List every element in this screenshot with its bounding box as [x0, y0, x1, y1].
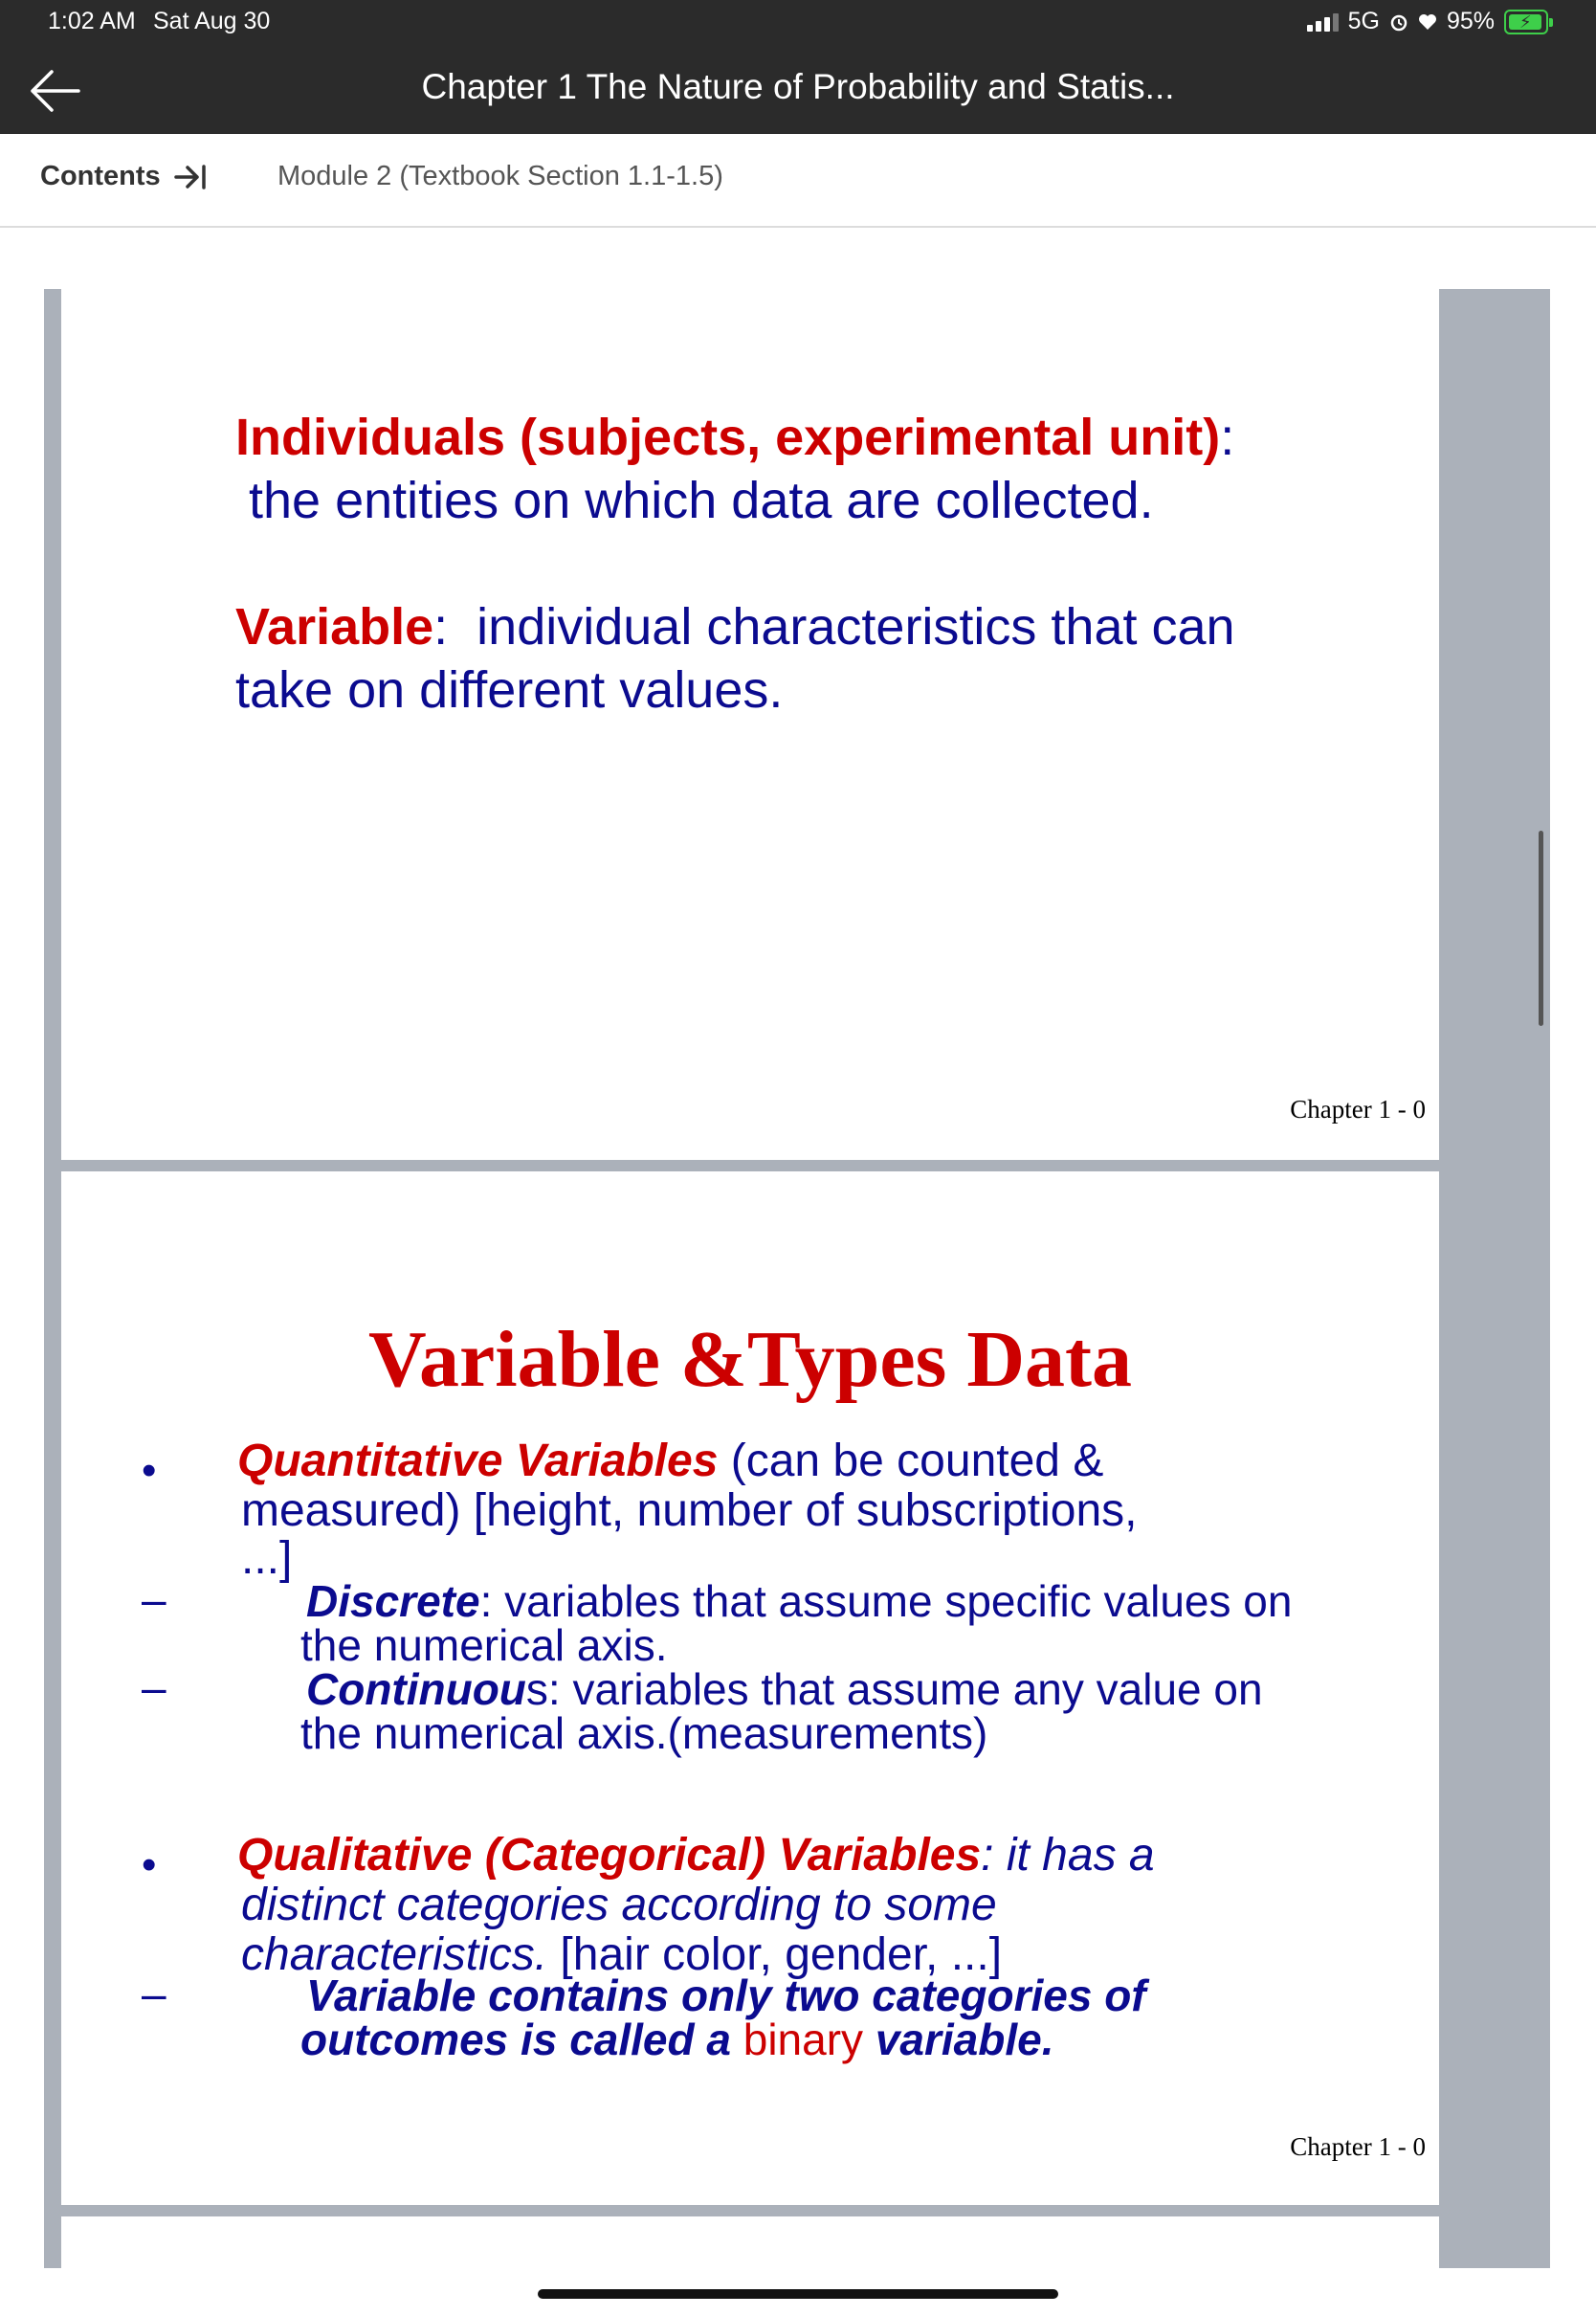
binary-word: binary — [743, 2015, 864, 2064]
alarm-icon — [1389, 12, 1408, 32]
discrete-line-2: the numerical axis. — [300, 1620, 668, 1670]
network-label: 5G — [1347, 8, 1380, 34]
document-viewer[interactable] — [44, 289, 1550, 2268]
individuals-colon: : — [1220, 409, 1235, 466]
quantitative-line-1 — [237, 1437, 1103, 1485]
dash-icon: – — [142, 1662, 166, 1712]
continuous-def-1: : variables that assume any value on — [547, 1664, 1263, 1714]
slide-page — [61, 289, 1439, 1160]
qualitative-term: Qualitative (Categorical) Variables — [237, 1830, 982, 1881]
sub-header — [0, 134, 1596, 228]
discrete-def-1: : variables that assume specific values on — [479, 1576, 1293, 1626]
contents-label: Contents — [40, 161, 161, 191]
quantitative-line-2: measured) [height, number of subscriptions, — [241, 1485, 1138, 1536]
discrete-term: Discrete — [306, 1576, 480, 1626]
home-indicator[interactable] — [538, 2289, 1058, 2299]
slide-page — [61, 1171, 1439, 2205]
quantitative-line-3: ...] — [241, 1533, 293, 1584]
qualitative-line-2: distinct categories according to some — [241, 1880, 997, 1930]
variable-definition-1: individual characteristics that can — [477, 598, 1235, 656]
status-indicators — [1307, 8, 1548, 35]
binary-line-2b: variable. — [863, 2015, 1054, 2064]
continuous-s: s — [525, 1664, 548, 1714]
dash-icon: – — [142, 1574, 166, 1624]
contents-button[interactable] — [40, 161, 207, 192]
qualitative-line-1 — [237, 1832, 1155, 1880]
slide-footer: Chapter 1 - 0 — [1290, 2132, 1426, 2161]
page-title: Chapter 1 The Nature of Probability and Statis... — [421, 67, 1175, 106]
discrete-line-1 — [306, 1576, 1293, 1626]
individuals-term: Individuals (subjects, experimental unit) — [235, 409, 1221, 466]
status-time: 1:02 AM — [48, 8, 136, 34]
continuous-line-2: the numerical axis.(measurements) — [300, 1708, 988, 1758]
battery-percent: 95% — [1446, 8, 1495, 34]
qualitative-def-3-italic: characteristics. — [241, 1929, 548, 1980]
scrollbar-thumb[interactable] — [1539, 831, 1543, 1026]
slide-title: Variable &Types Data — [368, 1315, 1132, 1404]
qualitative-def-3-rest: [hair color, gender, ...] — [547, 1929, 1003, 1980]
variable-heading — [235, 597, 1235, 657]
qualitative-def-1: : it has a — [981, 1830, 1155, 1881]
expand-right-icon — [174, 164, 207, 190]
heart-icon — [1418, 13, 1437, 31]
top-bar — [0, 0, 1596, 134]
signal-icon — [1307, 12, 1339, 32]
binary-line-2a: outcomes is called a — [300, 2015, 743, 2064]
continuous-line-1 — [306, 1664, 1263, 1714]
dash-icon: – — [142, 1969, 166, 2018]
quantitative-term: Quantitative Variables — [237, 1436, 719, 1486]
slide-page — [61, 2216, 1439, 2268]
individuals-heading — [235, 408, 1234, 467]
individuals-definition: the entities on which data are collected. — [249, 472, 1154, 529]
bullet-icon: • — [142, 1841, 157, 1888]
variable-colon: : — [433, 598, 449, 656]
variable-term: Variable — [235, 598, 434, 656]
status-date: Sat Aug 30 — [153, 8, 271, 34]
binary-line-2 — [300, 2015, 1054, 2064]
continuous-term: Continuou — [306, 1664, 526, 1714]
slide-footer: Chapter 1 - 0 — [1290, 1095, 1426, 1124]
bullet-icon: • — [142, 1447, 157, 1494]
battery-icon: ⚡ — [1504, 10, 1548, 34]
variable-definition-2: take on different values. — [235, 661, 784, 719]
binary-line-1: Variable contains only two categories of — [306, 1971, 1146, 2020]
quantitative-def-1: (can be counted & — [718, 1436, 1104, 1486]
breadcrumb: Module 2 (Textbook Section 1.1-1.5) — [277, 161, 723, 191]
